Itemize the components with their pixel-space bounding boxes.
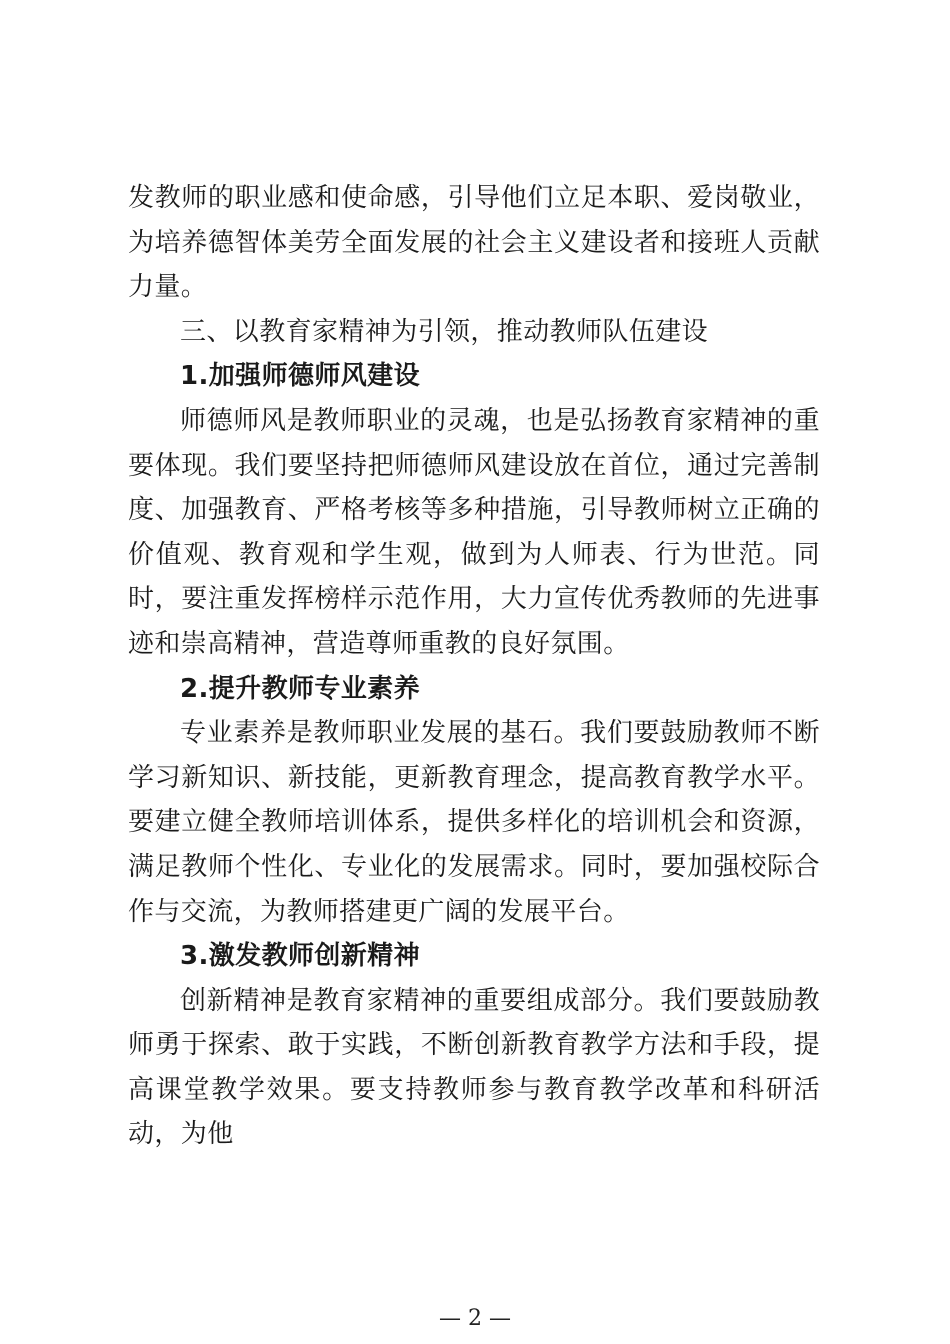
page-number: — 2 — — [439, 1306, 511, 1331]
subheading-2: 2.提升教师专业素养 — [180, 673, 420, 704]
section-heading: 三、以教育家精神为引领，推动教师队伍建设 — [180, 316, 709, 347]
paragraph-1: 师德师风是教师职业的灵魂，也是弘扬教育家精神的重要体现。我们要坚持把师德师风建设放在首位，通过完善制度、加强教育、严格考核等多种措施，引导教师树立正确的价值观、教育观和学生观，做到为人师表、行为世范。同时，要注重发挥榜样示范作用，大力宣传优秀教师的先进事迹和崇高精神，营造尊师重教的良好氛围。 — [128, 405, 820, 659]
continuation-paragraph: 发教师的职业感和使命感，引导他们立足本职、爱岗敬业，为培养德智体美劳全面发展的社会主义建设者和接班人贡献力量。 — [128, 183, 820, 303]
document-body — [128, 176, 820, 1157]
paragraph-2: 专业素养是教师职业发展的基石。我们要鼓励教师不断学习新知识、新技能，更新教育理念，提高教育教学水平。要建立健全教师培训体系，提供多样化的培训机会和资源，满足教师个性化、专业化的发展需求。同时，要加强校际合作与交流，为教师搭建更广阔的发展平台。 — [128, 718, 820, 927]
paragraph-3: 创新精神是教育家精神的重要组成部分。我们要鼓励教师勇于探索、敢于实践，不断创新教育教学方法和手段，提高课堂教学效果。要支持教师参与教育教学改革和科研活动，为他 — [128, 985, 820, 1150]
subheading-3: 3.激发教师创新精神 — [180, 941, 420, 972]
subheading-1: 1.加强师德师风建设 — [180, 361, 420, 392]
